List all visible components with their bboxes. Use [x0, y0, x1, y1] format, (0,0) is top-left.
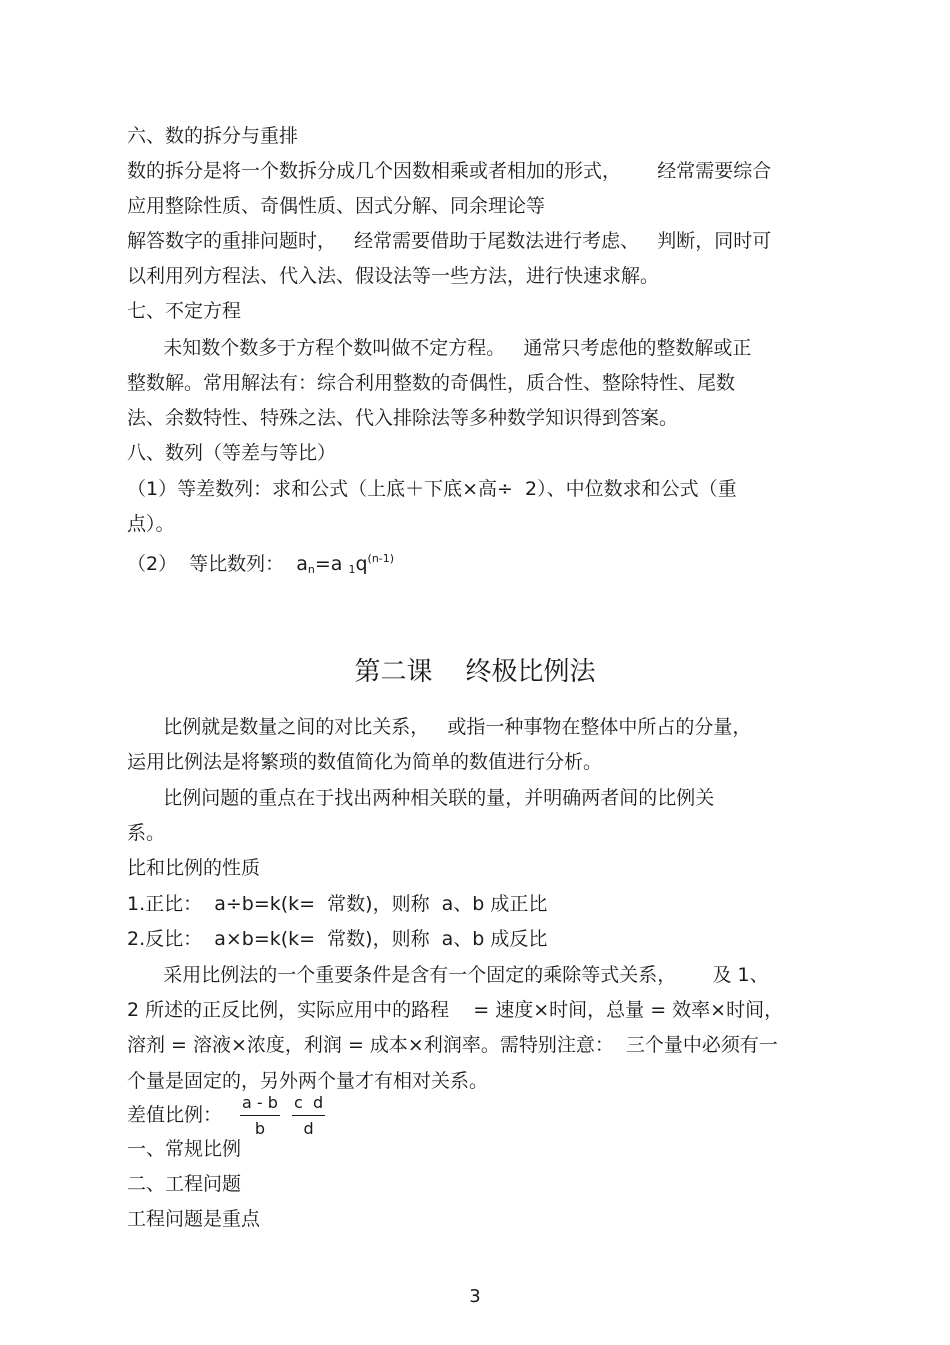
- formula-prefix: （2） 等比数列： a: [127, 553, 308, 575]
- paragraph-line: 工程问题是重点: [127, 1208, 261, 1230]
- paragraph-line: 比例就是数量之间的对比关系， 或指一种事物在整体中所占的分量，: [127, 716, 752, 738]
- formula-q: q: [355, 553, 368, 575]
- paragraph-line: 比例问题的重点在于找出两种相关联的量，并明确两者间的比例关: [127, 787, 715, 809]
- paragraph-line: 个量是固定的，另外两个量才有相对关系。: [127, 1070, 489, 1092]
- heading-indefinite-equation: 七、不定方程: [127, 300, 242, 322]
- paragraph-line: 2 所述的正反比例，实际应用中的路程 = 速度×时间，总量 = 效率×时间，: [127, 999, 784, 1021]
- geometric-sequence-formula: [127, 547, 394, 582]
- heading-number-splitting: 六、数的拆分与重排: [127, 125, 299, 147]
- paragraph-line: 数的拆分是将一个数拆分成几个因数相乘或者相加的形式， 经常需要综合: [127, 160, 772, 182]
- page-number: 3: [469, 1286, 481, 1307]
- fraction-numerator: c d: [292, 1094, 325, 1116]
- paragraph-line: 法、余数特性、特殊之法、代入排除法等多种数学知识得到答案。: [127, 407, 679, 429]
- fraction-denominator: b: [254, 1119, 266, 1138]
- fraction-numerator: a - b: [240, 1094, 280, 1116]
- paragraph-line: 应用整除性质、奇偶性质、因式分解、同余理论等: [127, 195, 546, 217]
- fraction-a-minus-b-over-b: [240, 1094, 280, 1138]
- fraction-denominator: d: [303, 1119, 314, 1138]
- inverse-proportion-line: 2.反比： a×b=k(k= 常数)，则称 a、b 成反比: [127, 928, 548, 950]
- formula-exponent: (n-1): [367, 552, 395, 565]
- paragraph-line: 点）。: [127, 513, 175, 535]
- formula-eq: =a: [314, 553, 349, 575]
- heading-regular-ratio: 一、常规比例: [127, 1138, 242, 1160]
- paragraph-line: 整数解。常用解法有：综合利用整数的奇偶性，质合性、整除特性、尾数: [127, 372, 736, 394]
- fraction-c-d-over-d: [292, 1094, 325, 1138]
- diff-ratio-label: 差值比例：: [127, 1104, 223, 1126]
- paragraph-line: 未知数个数多于方程个数叫做不定方程。 通常只考虑他的整数解或正: [127, 337, 752, 359]
- direct-proportion-line: 1.正比： a÷b=k(k= 常数)，则称 a、b 成正比: [127, 893, 548, 915]
- paragraph-line: （1）等差数列：求和公式（上底＋下底×高÷ 2）、中位数求和公式（重: [127, 478, 737, 500]
- paragraph-line: 以利用列方程法、代入法、假设法等一些方法，进行快速求解。: [127, 265, 660, 287]
- paragraph-line: 采用比例法的一个重要条件是含有一个固定的乘除等式关系， 及 1、: [127, 964, 769, 986]
- paragraph-line: 运用比例法是将繁琐的数值简化为简单的数值进行分析。: [127, 751, 603, 773]
- paragraph-line: 溶剂 = 溶液×浓度，利润 = 成本×利润率。需特别注意： 三个量中必须有一: [127, 1034, 778, 1056]
- formula-sub-n: n: [307, 563, 315, 576]
- formula-sub-1: 1: [348, 563, 356, 576]
- paragraph-line: 解答数字的重排问题时， 经常需要借助于尾数法进行考虑、 判断，同时可: [127, 230, 772, 252]
- heading-ratio-properties: 比和比例的性质: [127, 857, 261, 879]
- paragraph-line: 系。: [127, 822, 166, 844]
- heading-engineering-problems: 二、工程问题: [127, 1173, 242, 1195]
- lesson-title: 第二课 终极比例法: [354, 657, 596, 687]
- heading-sequence: 八、数列（等差与等比）: [127, 442, 337, 464]
